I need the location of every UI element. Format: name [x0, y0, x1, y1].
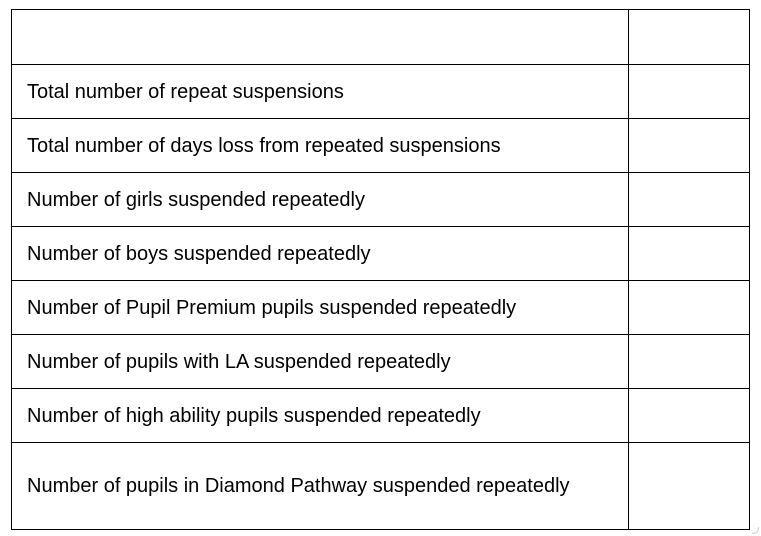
row-label-la-pupils: Number of pupils with LA suspended repeatedly	[12, 335, 629, 389]
table-row	[12, 119, 750, 173]
row-label-diamond-pathway: Number of pupils in Diamond Pathway suspended repeatedly	[12, 443, 629, 530]
row-label-girls: Number of girls suspended repeatedly	[12, 173, 629, 227]
row-value-cell	[629, 389, 750, 443]
table-row	[12, 173, 750, 227]
row-label-pupil-premium: Number of Pupil Premium pupils suspended repeatedly	[12, 281, 629, 335]
row-label-days-loss: Total number of days loss from repeated suspensions	[12, 119, 629, 173]
row-value-cell	[629, 119, 750, 173]
row-value-cell	[629, 335, 750, 389]
row-value-cell	[629, 173, 750, 227]
header-value-cell	[629, 10, 750, 65]
row-value-cell	[629, 443, 750, 530]
page-corner-mark	[752, 527, 759, 534]
table-row	[12, 281, 750, 335]
table-header-row	[12, 10, 750, 65]
table-row	[12, 65, 750, 119]
row-value-cell	[629, 227, 750, 281]
table-row	[12, 443, 750, 530]
repeat-suspensions-table	[11, 9, 750, 530]
table-row	[12, 335, 750, 389]
row-value-cell	[629, 65, 750, 119]
row-label-boys: Number of boys suspended repeatedly	[12, 227, 629, 281]
row-label-high-ability: Number of high ability pupils suspended repeatedly	[12, 389, 629, 443]
header-label-cell	[12, 10, 629, 65]
row-label-repeat-suspensions: Total number of repeat suspensions	[12, 65, 629, 119]
table-row	[12, 389, 750, 443]
row-value-cell	[629, 281, 750, 335]
table-row	[12, 227, 750, 281]
